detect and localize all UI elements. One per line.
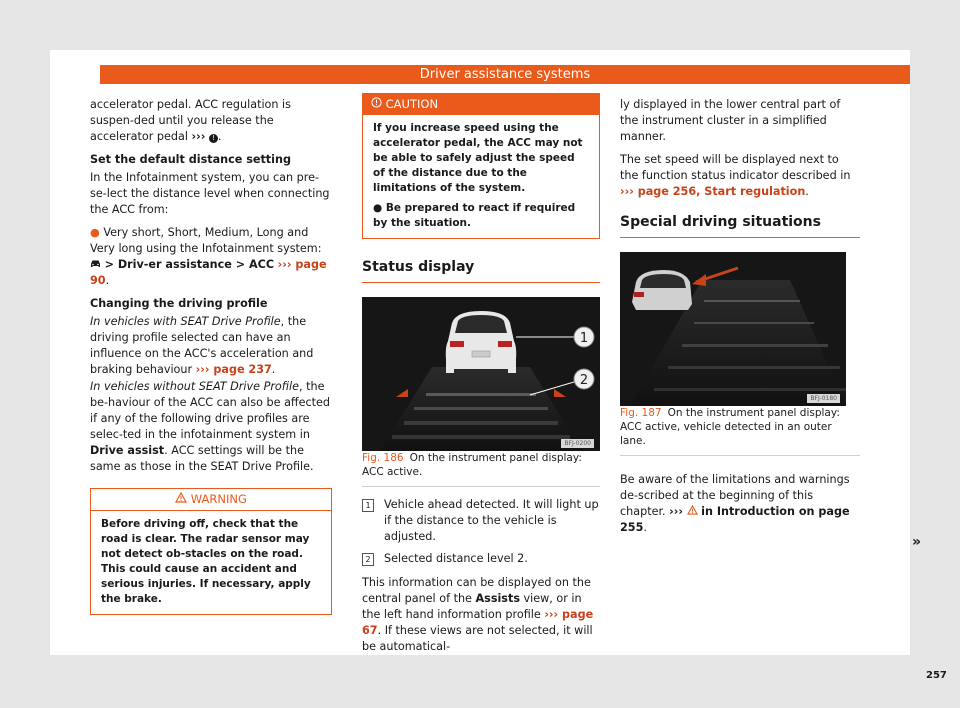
caution-info-icon — [371, 97, 386, 111]
figure-code: BFJ-0200 — [561, 439, 594, 448]
continue-marker: » — [912, 534, 922, 550]
figure-caption: Fig. 187 On the instrument panel display: ACC active, vehicle detected in an outer lane. — [620, 406, 860, 456]
legend-item-2: 2 Selected distance level 2. — [362, 551, 600, 567]
car-icon — [90, 258, 105, 271]
figure-code: BFJ-0180 — [807, 394, 840, 403]
column-3 — [620, 97, 860, 543]
paragraph: In vehicles without SEAT Drive Profile, the be-haviour of the ACC can also be affected if any of the following drive profiles are selec-ted in the infotainment system in Drive assist. ACC settings will be the same as those in the SEAT Drive Profile. — [90, 380, 331, 473]
section-title-status-display: Status display — [362, 259, 600, 283]
bullet-item: ● Very short, Short, Medium, Long and Very long using the Infotainment system: > Driv-er assistance > ACC ››› page 90. — [90, 226, 327, 287]
caution-bullet: ● Be prepared to react if required by the situation. — [373, 202, 576, 229]
caution-text: If you increase speed using the accelerator pedal, the ACC may not be able to safely adjust the speed of the distance due to the limitations of the system. — [373, 122, 583, 194]
paragraph: accelerator pedal. ACC regulation is suspen-ded until you release the accelerator pedal ››› ! . — [90, 98, 291, 143]
figure-187 — [620, 252, 846, 406]
page-header: Driver assistance systems — [100, 65, 910, 84]
link-page-90[interactable]: ››› page 90 — [90, 258, 327, 287]
callout-2: 2 — [579, 373, 589, 388]
warning-triangle-icon — [687, 505, 702, 518]
column-1 — [90, 97, 332, 615]
callout-1: 1 — [579, 331, 589, 346]
warning-title: WARNING — [190, 492, 247, 506]
caution-title: CAUTION — [385, 97, 439, 111]
reference-arrows[interactable]: ››› — [191, 130, 206, 143]
link-page-67[interactable]: ››› page 67 — [362, 608, 594, 637]
paragraph: ly displayed in the lower central part of the instrument cluster in a simplified manner. — [620, 98, 841, 143]
figure-caption: Fig. 186 On the instrument panel display: ACC active. — [362, 451, 600, 487]
paragraph: In vehicles with SEAT Drive Profile, the driving profile selected can have an influence on the ACC's acceleration and braking behaviour ››› page 237. — [90, 315, 314, 376]
acc-display-illustration — [362, 297, 600, 451]
warning-indicator-icon: ! — [209, 134, 218, 143]
subheading-driving-profile: Changing the driving profile — [90, 297, 268, 310]
outer-lane-illustration — [620, 252, 846, 406]
paragraph: This information can be displayed on the central panel of the Assists view, or in the left hand information profile ››› page 67. If these views are not selected, it will be automatical- — [362, 576, 594, 653]
paragraph: The set speed will be displayed next to the function status indicator described in ››› page 256, Start regulation. — [620, 153, 851, 198]
figure-186 — [362, 297, 600, 451]
column-2 — [362, 97, 600, 662]
warning-text: Before driving off, check that the road is clear. The radar sensor may not detect ob-stacles on the road. This could cause an accident and serious injuries. If necessary, apply the brake. — [101, 518, 311, 605]
subheading-default-distance: Set the default distance setting — [90, 153, 291, 166]
link-page-255[interactable]: in Introduction on page 255 — [620, 505, 850, 534]
section-title-special-situations: Special driving situations — [620, 214, 860, 238]
link-page-237[interactable]: ››› page 237 — [195, 363, 272, 376]
legend-item-1: 1 Vehicle ahead detected. It will light up if the distance to the vehicle is adjusted. — [362, 497, 600, 545]
manual-page — [50, 50, 947, 681]
warning-triangle-icon — [175, 492, 191, 506]
paragraph: Be aware of the limitations and warnings de-scribed at the beginning of this chapter. ››› in Introduction on page 255. — [620, 473, 850, 534]
link-page-256[interactable]: ››› page 256, Start regulation — [620, 185, 806, 198]
paragraph: In the Infotainment system, you can pre-se-lect the distance level when connecting the ACC from: — [90, 171, 330, 216]
caution-box — [362, 93, 600, 239]
page-number: 257 — [926, 670, 947, 681]
bullet-icon: ● — [373, 202, 383, 214]
warning-box — [90, 488, 332, 615]
bullet-icon: ● — [90, 226, 100, 239]
